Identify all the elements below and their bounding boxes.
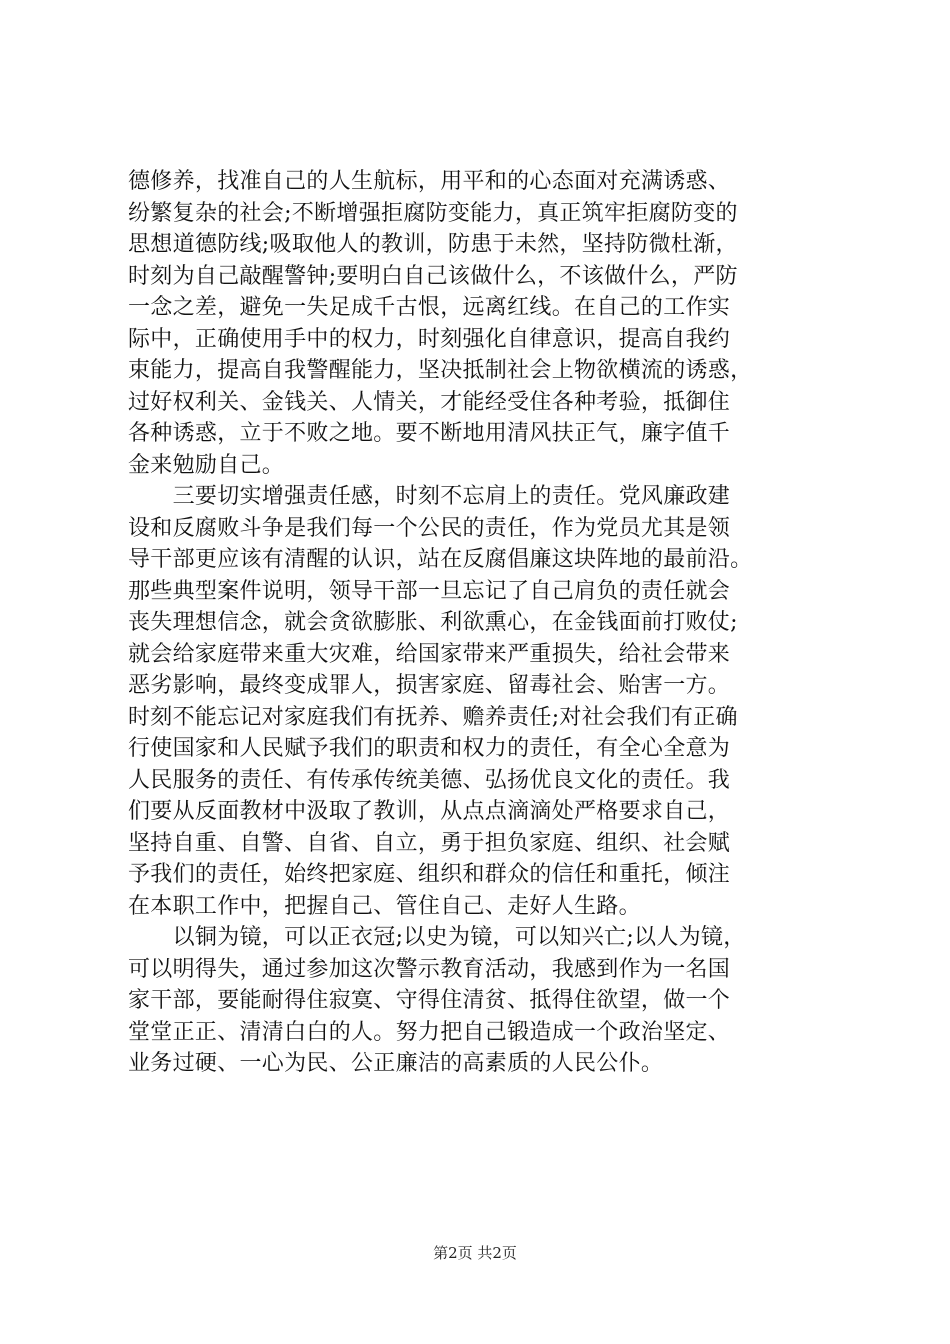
text-line: 一念之差，避免一失足成千古恨，远离红线。在自己的工作实 bbox=[128, 295, 731, 320]
paragraph-start-line: 以铜为镜，可以正衣冠;以史为镜，可以知兴亡;以人为镜， bbox=[128, 925, 746, 950]
text-line: 时刻为自己敲醒警钟;要明白自己该做什么，不该做什么，严防 bbox=[128, 263, 738, 289]
paragraph-start-line: 三要切实增强责任感，时刻不忘肩上的责任。党风廉政建 bbox=[128, 484, 731, 509]
text-line: 堂堂正正、清清白白的人。努力把自己锻造成一个政治坚定、 bbox=[128, 1019, 731, 1045]
text-line: 际中，正确使用手中的权力，时刻强化自律意识，提高自我约 bbox=[128, 326, 731, 352]
text-line: 坚持自重、自警、自省、自立，勇于担负家庭、组织、社会赋 bbox=[128, 830, 731, 856]
text-line: 设和反腐败斗争是我们每一个公民的责任，作为党员尤其是领 bbox=[128, 515, 731, 541]
text-line: 那些典型案件说明，领导干部一旦忘记了自己肩负的责任就会 bbox=[128, 578, 731, 604]
text-line: 过好权利关、金钱关、人情关，才能经受住各种考验，抵御住 bbox=[128, 389, 731, 415]
text-line: 时刻不能忘记对家庭我们有抚养、赡养责任;对社会我们有正确 bbox=[128, 704, 738, 730]
text-line: 就会给家庭带来重大灾难，给国家带来严重损失，给社会带来 bbox=[128, 641, 731, 667]
text-line: 思想道德防线;吸取他人的教训，防患于未然，坚持防微杜渐， bbox=[128, 232, 738, 257]
text-line: 丧失理想信念，就会贪欲膨胀、利欲熏心，在金钱面前打败仗; bbox=[128, 610, 738, 635]
text-line: 人民服务的责任、有传承传统美德、弘扬优良文化的责任。我 bbox=[128, 767, 731, 793]
text-line: 行使国家和人民赋予我们的职责和权力的责任，有全心全意为 bbox=[128, 736, 731, 761]
text-line: 们要从反面教材中汲取了教训，从点点滴滴处严格要求自己， bbox=[128, 799, 731, 824]
page-number-footer: 第2页 共2页 bbox=[433, 1244, 517, 1262]
text-line: 可以明得失，通过参加这次警示教育活动，我感到作为一名国 bbox=[128, 956, 731, 982]
text-line: 金来勉励自己。 bbox=[128, 452, 285, 478]
text-line: 纷繁复杂的社会;不断增强拒腐防变能力，真正筑牢拒腐防变的 bbox=[128, 200, 738, 226]
text-line: 恶劣影响，最终变成罪人，损害家庭、留毒社会、贻害一方。 bbox=[128, 673, 731, 698]
text-line: 导干部更应该有清醒的认识，站在反腐倡廉这块阵地的最前沿。 bbox=[128, 547, 753, 572]
text-line: 德修养，找准自己的人生航标，用平和的心态面对充满诱惑、 bbox=[128, 169, 731, 194]
text-line: 束能力，提高自我警醒能力，坚决抵制社会上物欲横流的诱惑， bbox=[128, 358, 753, 383]
text-line: 在本职工作中，把握自己、管住自己、走好人生路。 bbox=[128, 893, 641, 919]
text-line: 各种诱惑，立于不败之地。要不断地用清风扶正气，廉字值千 bbox=[128, 421, 731, 446]
text-line: 予我们的责任，始终把家庭、组织和群众的信任和重托，倾注 bbox=[128, 862, 731, 887]
text-line: 家干部，要能耐得住寂寞、守得住清贫、抵得住欲望，做一个 bbox=[128, 988, 731, 1013]
body-text bbox=[128, 166, 828, 1080]
text-line: 业务过硬、一心为民、公正廉洁的高素质的人民公仆。 bbox=[128, 1051, 664, 1076]
